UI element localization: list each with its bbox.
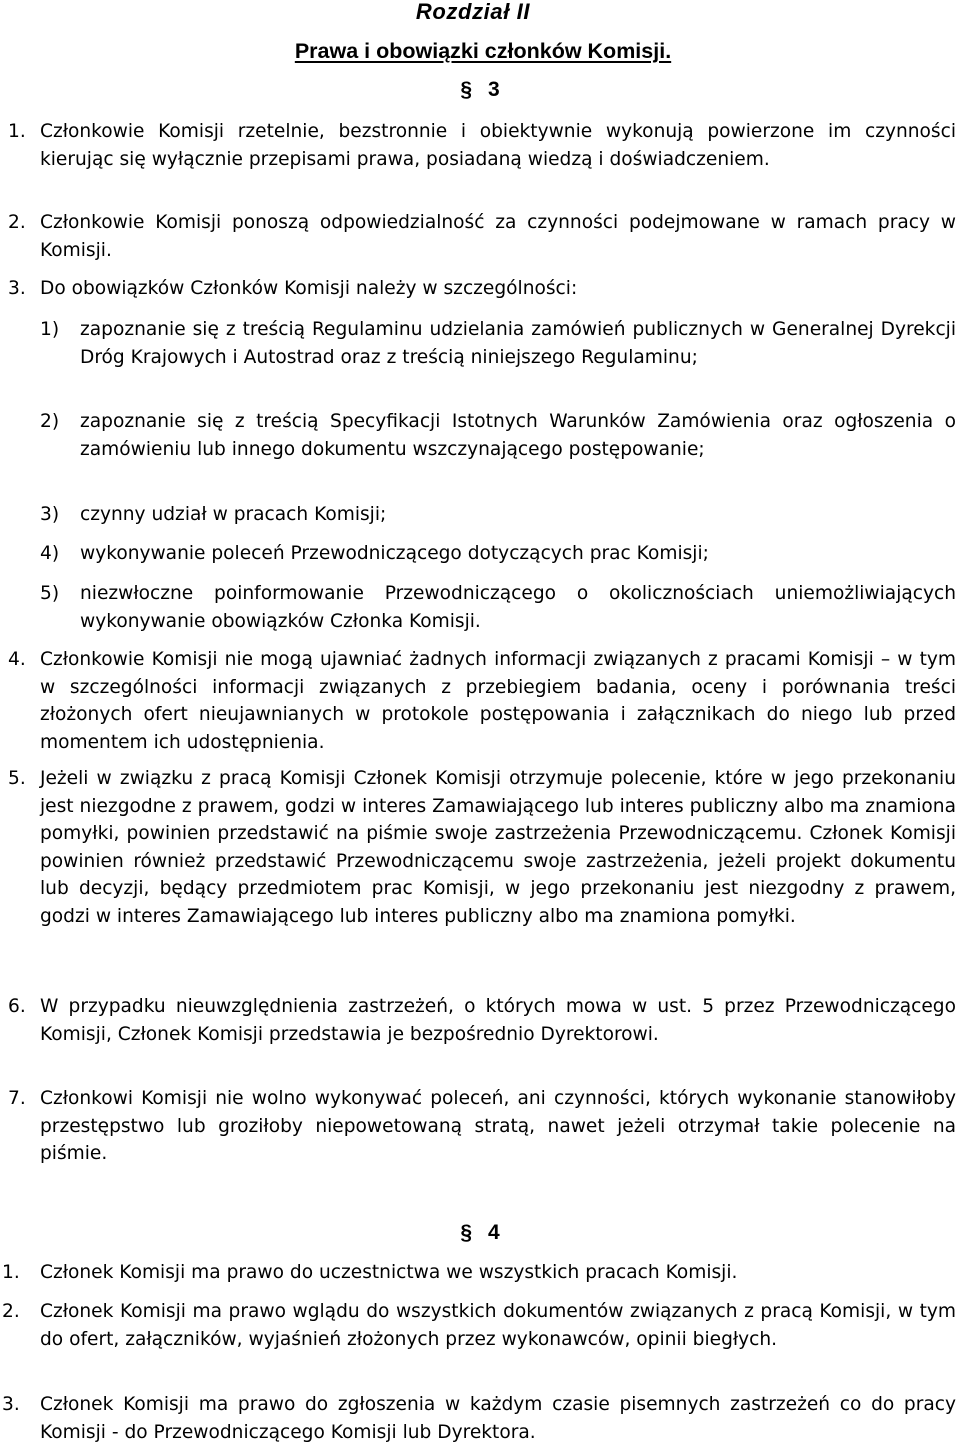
subitem-number: 1)	[40, 319, 60, 340]
section-heading-3	[0, 76, 960, 104]
subitem-number: 3)	[40, 504, 60, 525]
item-text: Członek Komisji ma prawo do uczestnictwa we wszystkich pracach Komisji.	[40, 1262, 738, 1283]
item-text: Członkowi Komisji nie wolno wykonywać poleceń, ani czynności, których wykonanie stanowiłoby przestępstwo lub groziłoby niepowetowaną stratą, nawet jeżeli otrzymał takie polecenie na piśmie.	[40, 1088, 956, 1164]
list-item-s3-4	[0, 646, 956, 756]
item-text: Do obowiązków Członków Komisji należy w szczególności:	[40, 278, 578, 299]
subitem-text: czynny udział w pracach Komisji;	[80, 504, 387, 525]
list-item-s3-6	[0, 993, 956, 1048]
item-text: Członek Komisji ma prawo do zgłoszenia w każdym czasie pisemnych zastrzeżeń co do pracy Komisji - do Przewodniczącego Komisji lub Dyrektora.	[40, 1394, 956, 1443]
chapter-subtitle: Prawa i obowiązki członków Komisji.	[294, 39, 672, 63]
sublist-item-1	[40, 316, 956, 371]
item-number: 2.	[8, 212, 26, 233]
item-text: W przypadku nieuwzględnienia zastrzeżeń, o których mowa w ust. 5 przez Przewodniczącego Komisji, Członek Komisji przedstawia je bezpośrednio Dyrektorowi.	[40, 996, 956, 1045]
item-text: Członkowie Komisji rzetelnie, bezstronnie i obiektywnie wykonują powierzone im czynności kierując się wyłącznie przepisami prawa, posiadaną wiedzą i doświadczeniem.	[40, 121, 956, 170]
list-item-s4-2	[0, 1298, 956, 1353]
item-number: 2.	[2, 1301, 20, 1322]
list-item-s3-3	[0, 275, 956, 303]
subitem-number: 5)	[40, 583, 60, 604]
sublist-item-2	[40, 408, 956, 463]
list-item-s3-2	[0, 209, 956, 264]
section-number: 4	[488, 1221, 500, 1244]
item-text: Członkowie Komisji ponoszą odpowiedzialność za czynności podejmowane w ramach pracy w Komisji.	[40, 212, 956, 261]
item-number: 1.	[2, 1262, 20, 1283]
subitem-text: wykonywanie poleceń Przewodniczącego dotyczących prac Komisji;	[80, 543, 709, 564]
sublist-item-4	[40, 540, 956, 568]
paragraph-sign: §	[460, 78, 472, 101]
chapter-title: Rozdział II	[415, 0, 531, 24]
item-text: Jeżeli w związku z pracą Komisji Członek Komisji otrzymuje polecenie, które w jego przekonaniu jest niezgodne z prawem, godzi w interes Zamawiającego lub interes publiczny albo ma znamiona pomyłki, powinien przedstawić na piśmie swoje zastrzeżenia Przewodniczącemu. Członek Komisji powinien również przedstawić Przewodniczącemu swoje zastrzeżenia, jeżeli projekt dokumentu lub decyzji, będący przedmiotem prac Komisji, w jego przekonaniu jest niezgodny z prawem, godzi w interes Zamawiającego lub interes publiczny albo ma znamiona pomyłki.	[40, 768, 956, 927]
subitem-text: zapoznanie się z treścią Regulaminu udzielania zamówień publicznych w Generalnej Dyrekcji Dróg Krajowych i Autostrad oraz z treścią niniejszego Regulaminu;	[80, 319, 956, 368]
item-text: Członek Komisji ma prawo wglądu do wszystkich dokumentów związanych z pracą Komisji, w tym do ofert, załączników, wyjaśnień złożonych przez wykonawców, opinii biegłych.	[40, 1301, 956, 1350]
list-item-s3-7	[0, 1085, 956, 1168]
list-item-s4-1	[0, 1259, 956, 1287]
section-number: 3	[488, 78, 500, 101]
paragraph-sign: §	[460, 1221, 472, 1244]
item-number: 5.	[8, 768, 26, 789]
subitem-text: niezwłoczne poinformowanie Przewodniczącego o okolicznościach uniemożliwiających wykonywanie obowiązków Członka Komisji.	[80, 583, 956, 632]
subitem-number: 4)	[40, 543, 60, 564]
item-number: 3.	[8, 278, 26, 299]
list-item-s3-1	[0, 118, 956, 173]
sublist-item-3	[40, 501, 956, 529]
sublist-item-5	[40, 580, 956, 635]
list-item-s4-3	[0, 1391, 956, 1446]
subitem-number: 2)	[40, 411, 60, 432]
list-item-s3-5	[0, 765, 956, 930]
item-number: 4.	[8, 649, 26, 670]
section-heading-4	[0, 1219, 960, 1247]
subitem-text: zapoznanie się z treścią Specyfikacji Istotnych Warunków Zamówienia oraz ogłoszenia o zamówieniu lub innego dokumentu wszczynającego postępowanie;	[80, 411, 956, 460]
item-number: 1.	[8, 121, 26, 142]
item-text: Członkowie Komisji nie mogą ujawniać żadnych informacji związanych z pracami Komisji – w tym w szczególności informacji związanych z przebiegiem badania, oceny i porównania treści złożonych ofert nieujawnianych w protokole postępowania i załącznikach do niego lub przed momentem ich udostępnienia.	[40, 649, 956, 753]
item-number: 3.	[2, 1394, 20, 1415]
item-number: 7.	[8, 1088, 26, 1109]
item-number: 6.	[8, 996, 26, 1017]
